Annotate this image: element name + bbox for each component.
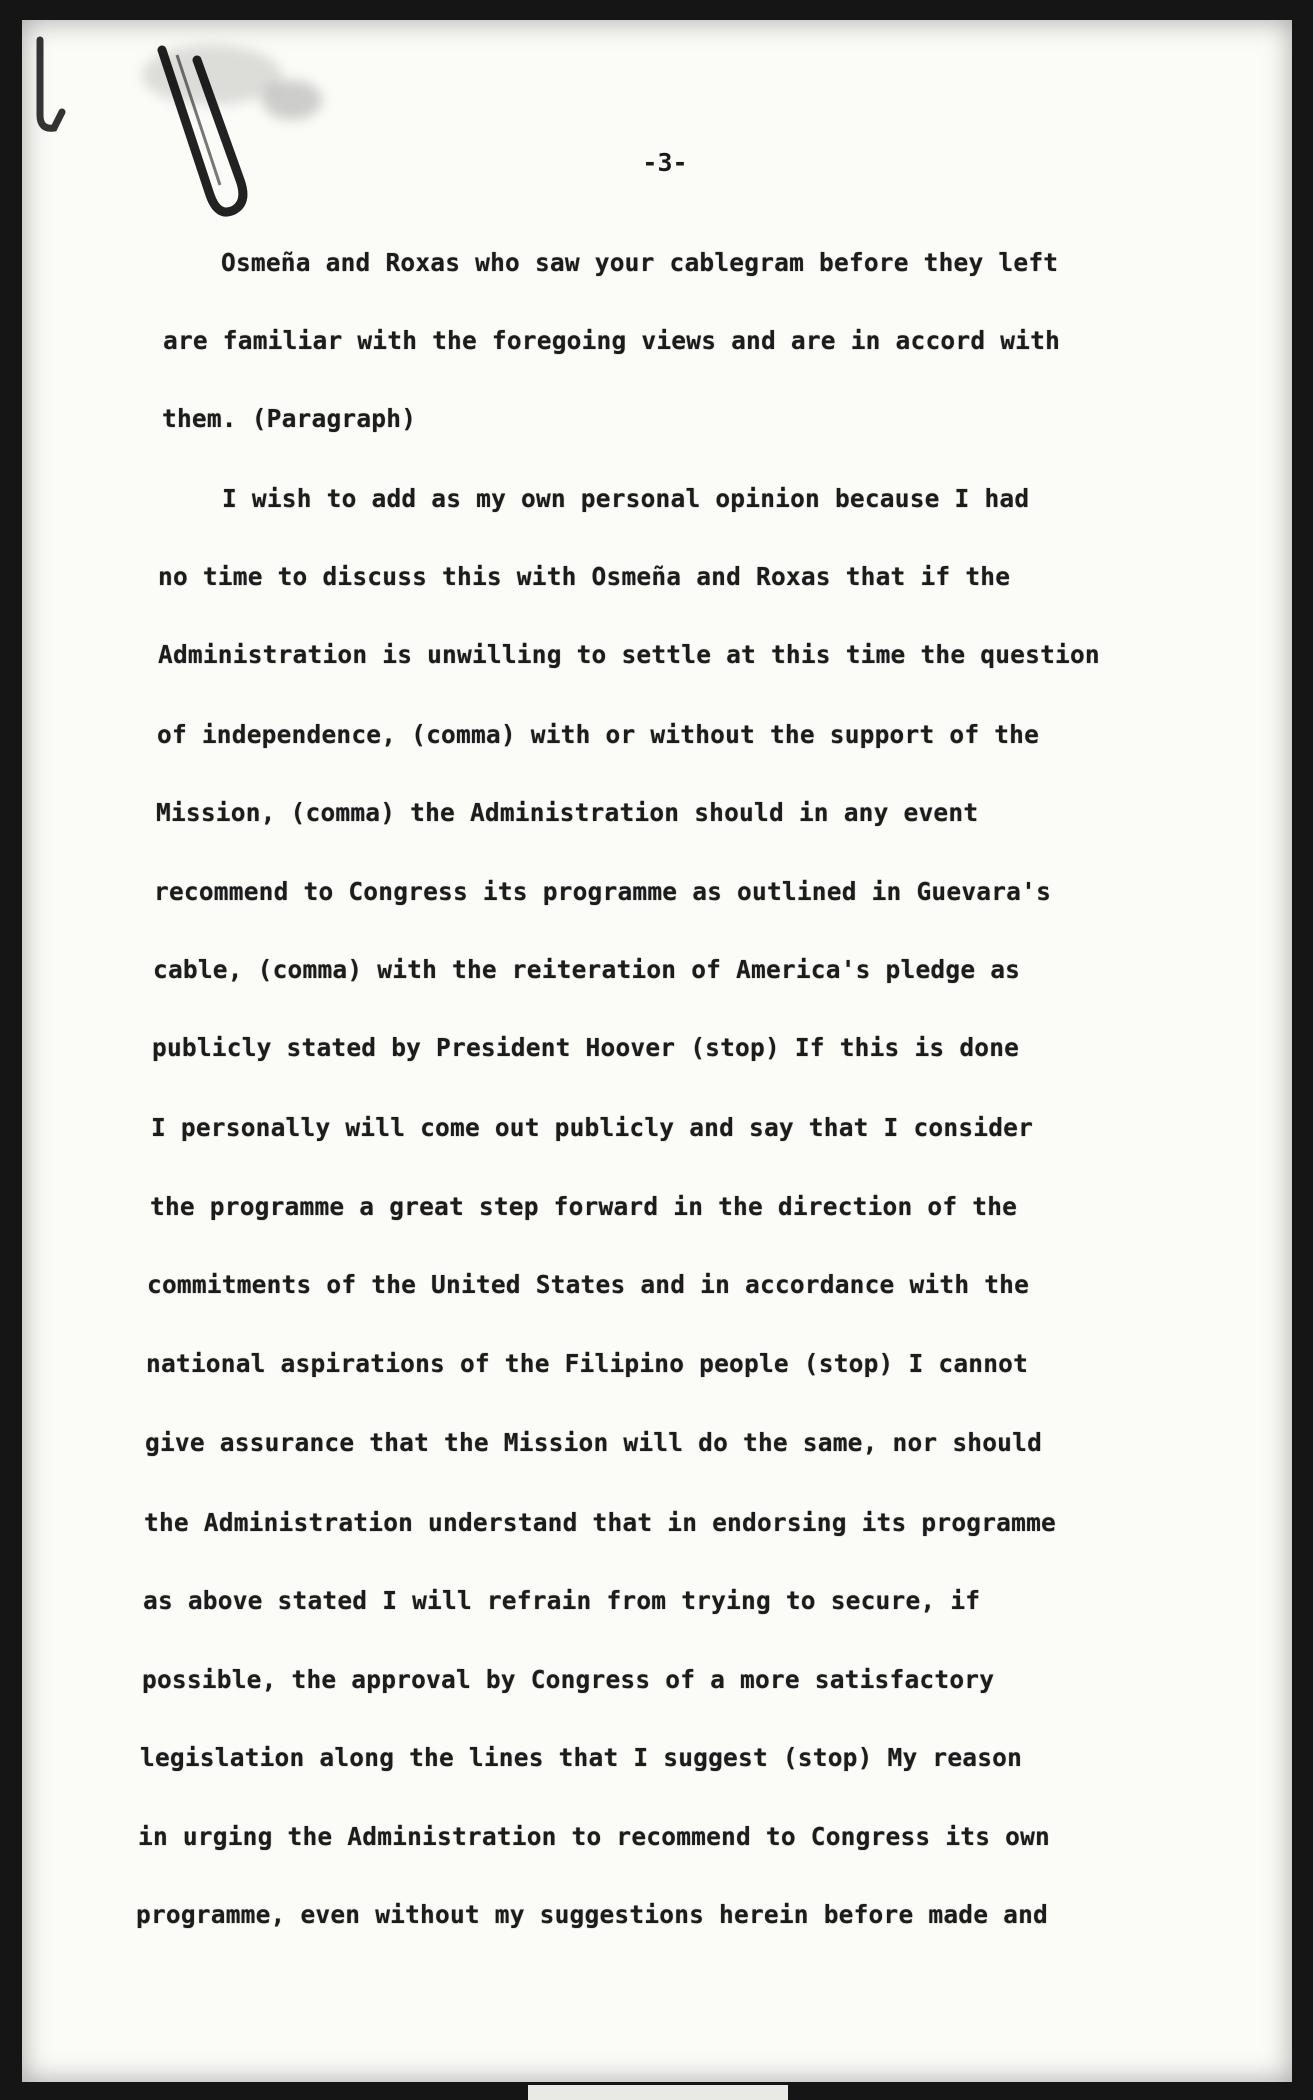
staple-mark-icon	[22, 20, 102, 160]
text-line: commitments of the United States and in accordance with the	[147, 1270, 1030, 1299]
text-line: publicly stated by President Hoover (stop) If this is done	[152, 1033, 1020, 1062]
text-line: are familiar with the foregoing views and are in accord with	[163, 326, 1061, 355]
text-line: Administration is unwilling to settle at this time the question	[158, 640, 1100, 669]
text-line: programme, even without my suggestions herein before made and	[136, 1900, 1048, 1929]
text-line: as above stated I will refrain from trying to secure, if	[143, 1586, 981, 1615]
text-line: national aspirations of the Filipino people (stop) I cannot	[146, 1349, 1029, 1378]
text-line: Osmeña and Roxas who saw your cablegram before they left	[221, 248, 1059, 277]
text-line: the Administration understand that in endorsing its programme	[144, 1508, 1056, 1537]
page-number: -3-	[642, 148, 688, 177]
text-line: give assurance that the Mission will do the same, nor should	[145, 1428, 1043, 1457]
text-line: Mission, (comma) the Administration should in any event	[156, 798, 979, 827]
typed-page	[22, 20, 1292, 2082]
text-line: recommend to Congress its programme as outlined in Guevara's	[154, 877, 1052, 906]
text-line: them. (Paragraph)	[162, 404, 417, 433]
text-line: I wish to add as my own personal opinion because I had	[222, 484, 1030, 513]
text-line: no time to discuss this with Osmeña and Roxas that if the	[158, 562, 1011, 591]
text-line: the programme a great step forward in the direction of the	[150, 1192, 1018, 1221]
text-line: possible, the approval by Congress of a more satisfactory	[142, 1665, 995, 1694]
text-line: legislation along the lines that I suggest (stop) My reason	[140, 1743, 1023, 1772]
ink-smudge	[142, 45, 282, 105]
paper-edge	[528, 2085, 788, 2100]
text-line: cable, (comma) with the reiteration of America's pledge as	[153, 955, 1021, 984]
text-line: of independence, (comma) with or without the support of the	[157, 720, 1040, 749]
text-line: I personally will come out publicly and say that I consider	[151, 1113, 1034, 1142]
text-line: in urging the Administration to recommend to Congress its own	[138, 1822, 1050, 1851]
